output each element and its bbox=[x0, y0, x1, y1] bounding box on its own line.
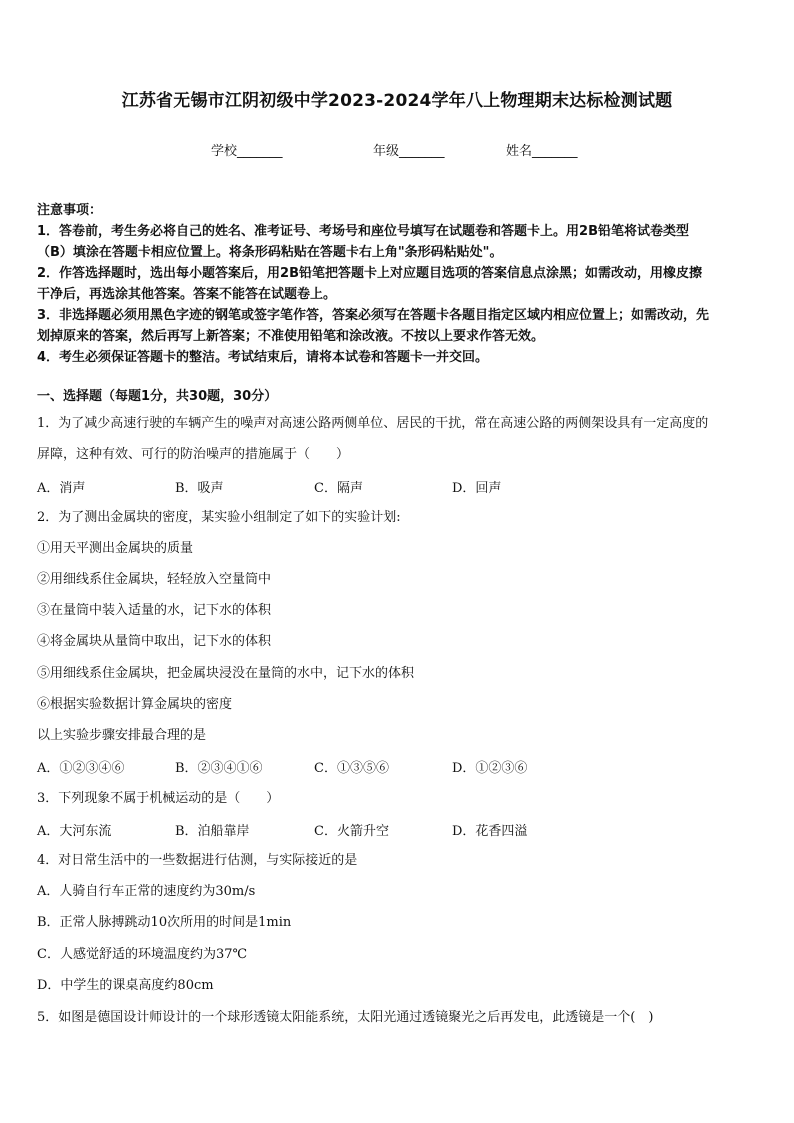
exam-title: 江苏省无锡市江阴初级中学2023-2024学年八上物理期末达标检测试题 bbox=[121, 91, 673, 111]
question-5-stem: 5．如图是德国设计师设计的一个球形透镜太阳能系统，太阳光通过透镜聚光之后再发电，此透镜是一个( ) bbox=[37, 1010, 654, 1025]
q4-option-d: D．中学生的课桌高度约80cm bbox=[37, 978, 214, 993]
q1-option-a: A．消声 bbox=[37, 481, 86, 496]
question-3-stem: 3．下列现象不属于机械运动的是（ ） bbox=[37, 791, 280, 806]
q2-option-a: A．①②③④⑥ bbox=[37, 761, 125, 776]
q1-option-b: B．吸声 bbox=[175, 481, 224, 496]
q4-option-c: C．人感觉舒适的环境温度约为37℃ bbox=[37, 947, 248, 962]
q4-option-b: B．正常人脉搏跳动10次所用的时间是1min bbox=[37, 915, 292, 930]
q2-step: ④将金属块从量筒中取出，记下水的体积 bbox=[37, 634, 272, 649]
q2-option-d: D．①②③⑥ bbox=[452, 761, 528, 776]
q3-option-a: A．大河东流 bbox=[37, 824, 112, 839]
note-line: 1．答卷前，考生务必将自己的姓名、准考证号、考场号和座位号填写在试题卷和答题卡上。用2B铅笔将试卷类型 bbox=[37, 224, 690, 239]
q4-option-a: A．人骑自行车正常的速度约为30m/s bbox=[37, 884, 256, 899]
section-heading: 一、选择题（每题1分，共30题，30分） bbox=[37, 389, 278, 404]
question-2-stem: 2．为了测出金属块的密度，某实验小组制定了如下的实验计划: bbox=[37, 510, 401, 525]
q3-option-b: B．泊船靠岸 bbox=[175, 824, 250, 839]
q2-step: ⑥根据实验数据计算金属块的密度 bbox=[37, 697, 233, 712]
q2-option-c: C．①③⑤⑥ bbox=[314, 761, 389, 776]
q2-ask: 以上实验步骤安排最合理的是 bbox=[37, 728, 207, 743]
question-1-stem-cont: 屏障，这种有效、可行的防治噪声的措施属于（ ） bbox=[37, 447, 350, 462]
school-field: 学校_______ bbox=[211, 144, 283, 159]
name-field: 姓名_______ bbox=[506, 144, 578, 159]
notes-heading: 注意事项： bbox=[37, 203, 103, 218]
q2-step: ⑤用细线系住金属块，把金属块浸没在量筒的水中，记下水的体积 bbox=[37, 666, 415, 681]
q3-option-c: C．火箭升空 bbox=[314, 824, 389, 839]
q1-option-d: D．回声 bbox=[452, 481, 502, 496]
grade-field: 年级_______ bbox=[373, 144, 445, 159]
note-line: 干净后，再选涂其他答案。答案不能答在试题卷上。 bbox=[37, 287, 337, 302]
q3-option-d: D．花香四溢 bbox=[452, 824, 528, 839]
note-line: 2．作答选择题时，选出每小题答案后，用2B铅笔把答题卡上对应题目选项的答案信息点涂黑；如需改动，用橡皮擦 bbox=[37, 266, 703, 281]
question-4-stem: 4．对日常生活中的一些数据进行估测，与实际接近的是 bbox=[37, 853, 358, 868]
note-line: （B）填涂在答题卡相应位置上。将条形码粘贴在答题卡右上角"条形码粘贴处"。 bbox=[37, 245, 503, 260]
note-line: 3．非选择题必须用黑色字迹的钢笔或签字笔作答，答案必须写在答题卡各题目指定区域内相应位置上；如需改动，先 bbox=[37, 308, 710, 323]
q2-step: ①用天平测出金属块的质量 bbox=[37, 541, 194, 556]
q1-option-c: C．隔声 bbox=[314, 481, 363, 496]
q2-option-b: B．②③④①⑥ bbox=[175, 761, 263, 776]
q2-step: ②用细线系住金属块，轻轻放入空量筒中 bbox=[37, 572, 272, 587]
q2-step: ③在量筒中装入适量的水，记下水的体积 bbox=[37, 603, 272, 618]
note-line: 划掉原来的答案，然后再写上新答案；不准使用铅笔和涂改液。不按以上要求作答无效。 bbox=[37, 329, 545, 344]
note-line: 4．考生必须保证答题卡的整洁。考试结束后，请将本试卷和答题卡一并交回。 bbox=[37, 350, 489, 365]
question-1-stem: 1．为了减少高速行驶的车辆产生的噪声对高速公路两侧单位、居民的干扰，常在高速公路的两侧架设具有一定高度的 bbox=[37, 416, 709, 431]
